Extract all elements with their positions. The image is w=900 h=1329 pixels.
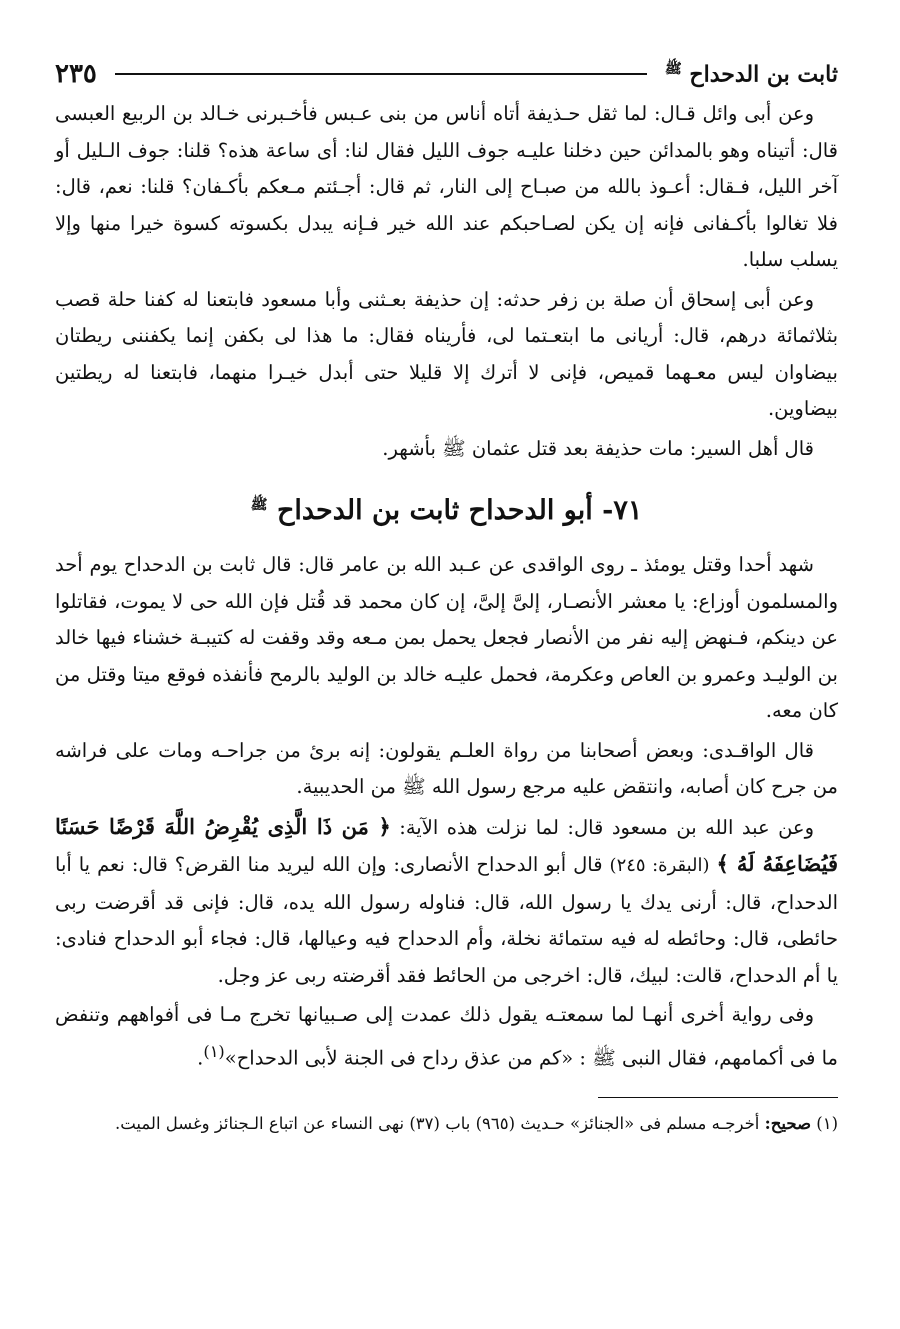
paragraph: وعن أبى وائل قـال: لما ثقل حـذيفة أتاه أناس من بنى عـبس فأخـبرنى خـالد بن الربيع العبسى قال: أتيناه وهو بالمدائن حين دخلنا عليـه جوف الليل فقال لنا: أى ساعة هذه؟ قلنا: جوف الـليل أو آخر الليل، فـقال: أعـوذ بالله من صبـاح إلى النار، ثم قال: أجـئتم مـعكم بأكـفان؟ قلنا: نعم، قال: فلا تغالوا بأكـفانى فإنه إن يكن لصـاحبكم عند الله خير فـإنه يبدل بكسوته كسوة خيرا منها وإلا يسلب سلبا. [55,102,838,271]
running-head-rule [115,73,647,75]
verse-paragraph [55,809,838,995]
main-text [55,96,838,1077]
footnote-text: أخرجـه مسلم فى «الجنائز» حـديث (٩٦٥) باب (٣٧) نهى النساء عن اتباع الـجنائز وغسل الميت. [114,1113,760,1133]
paragraph: قال أهل السير: مات حذيفة بعد قتل عثمان ﷺ بأشهر. [382,436,814,460]
paragraph: قال الواقـدى: وبعض أصحابنا من رواة العلـم يقولون: إنه برئ من جراحـه ومات على فراشه من جرح كان أصابه، وانتقض عليه مرجع رسول الله ﷺ من الحديبية. [55,738,838,798]
footnote-number: (١) [816,1113,838,1133]
section-heading [55,485,838,531]
paragraph: شهد أحدا وقتل يومئذ ـ روى الواقدى عن عـبد الله بن عامر قال: قال ثابت بن الدحداح يوم أحد والمسلمون أوزاع: يا معشر الأنصـار، إلىَّ إلىَّ، إن كان محمد قد قُتل فإن الله حى لا يموت، فقاتلوا عن دينكم، فـنهض إليه نفر من الأنصار فجعل يحمل بمن مـعه وقد وقفت له كتيبـة خشناء فيها خالد بن الوليـد وعمرو بن العاص وعكرمة، فحمل عليـه خالد بن الوليد بالرمح فأنفذه فوقع ميتا وقتل من كان معه. [55,553,838,722]
footnote-marker: (١) [203,1041,225,1061]
running-head [55,56,838,92]
section-heading-text: ٧١- أبو الدحداح ثابت بن الدحداح [276,495,643,526]
running-head-title [665,60,838,87]
page-number: ٢٣٥ [55,59,97,89]
verse-citation: (البقرة: ٢٤٥) [609,855,710,876]
paragraph-end: . [197,1046,204,1069]
honorific-mark: ﷺ [664,61,682,78]
footnote [55,1108,838,1139]
section-honorific-mark: ﷺ [250,497,268,513]
footnote-rule [598,1097,838,1098]
verse-intro: وعن عبد الله بن مسعود قال: لما نزلت هذه الآية: [399,815,814,839]
paragraph [55,997,838,1077]
running-head-title-text: ثابت بن الدحداح [689,61,838,88]
paragraph: وعن أبى إسحاق أن صلة بن زفر حدثه: إن حذيفة بعـثنى وأبا مسعود فابتعنا له كفنا حلة قصب بثلاثمائة درهم، قال: أريانى ما ابتعـتما لى، فأريناه فقال: ما هذا لى بكفن إنما يكفننى ريطتان بيضاوان ليس معـهما قميص، فإنى لا أترك إلا قليلا حتى أبدل خيـرا منهما، فابتعنا له ريطتين بيضاوين. [55,287,838,420]
verse-continuation: قال أبو الدحداح الأنصارى: وإن الله ليريد منا القرض؟ قال: نعم يا أبا الدحداح، قال: أرنى يدك يا رسول الله، قال: فناوله رسول الله يده، قال: فإنى قد أقرضت ربى حائطى، قال: وحائطه له فيه ستمائة نخلة، وأم الدحداح فيه وعيالها، قال: فجاء أبو الدحداح فنادى: يا أم الدحداح، قالت: لبيك، قال: اخرجى من الحائط فقد أقرضته ربى عز وجل. [55,853,838,987]
paragraph-text: وفى رواية أخرى أنهـا لما سمعتـه يقول ذلك عمدت إلى صـبيانها تخرج مـا فى أفواههم وتنفض ما فى أكمامهم، فقال النبى ﷺ : «كم من عذق رداح فى الجنة لأبى الدحداح» [55,1003,838,1069]
quran-verse: ﴿ مَن ذَا الَّذِى يُقْرِضُ اللَّهَ قَرْضًا حَسَنًا فَيُضَاعِفَهُ لَهُ ﴾ [55,813,839,876]
footnote-status: صحيح: [764,1113,811,1133]
